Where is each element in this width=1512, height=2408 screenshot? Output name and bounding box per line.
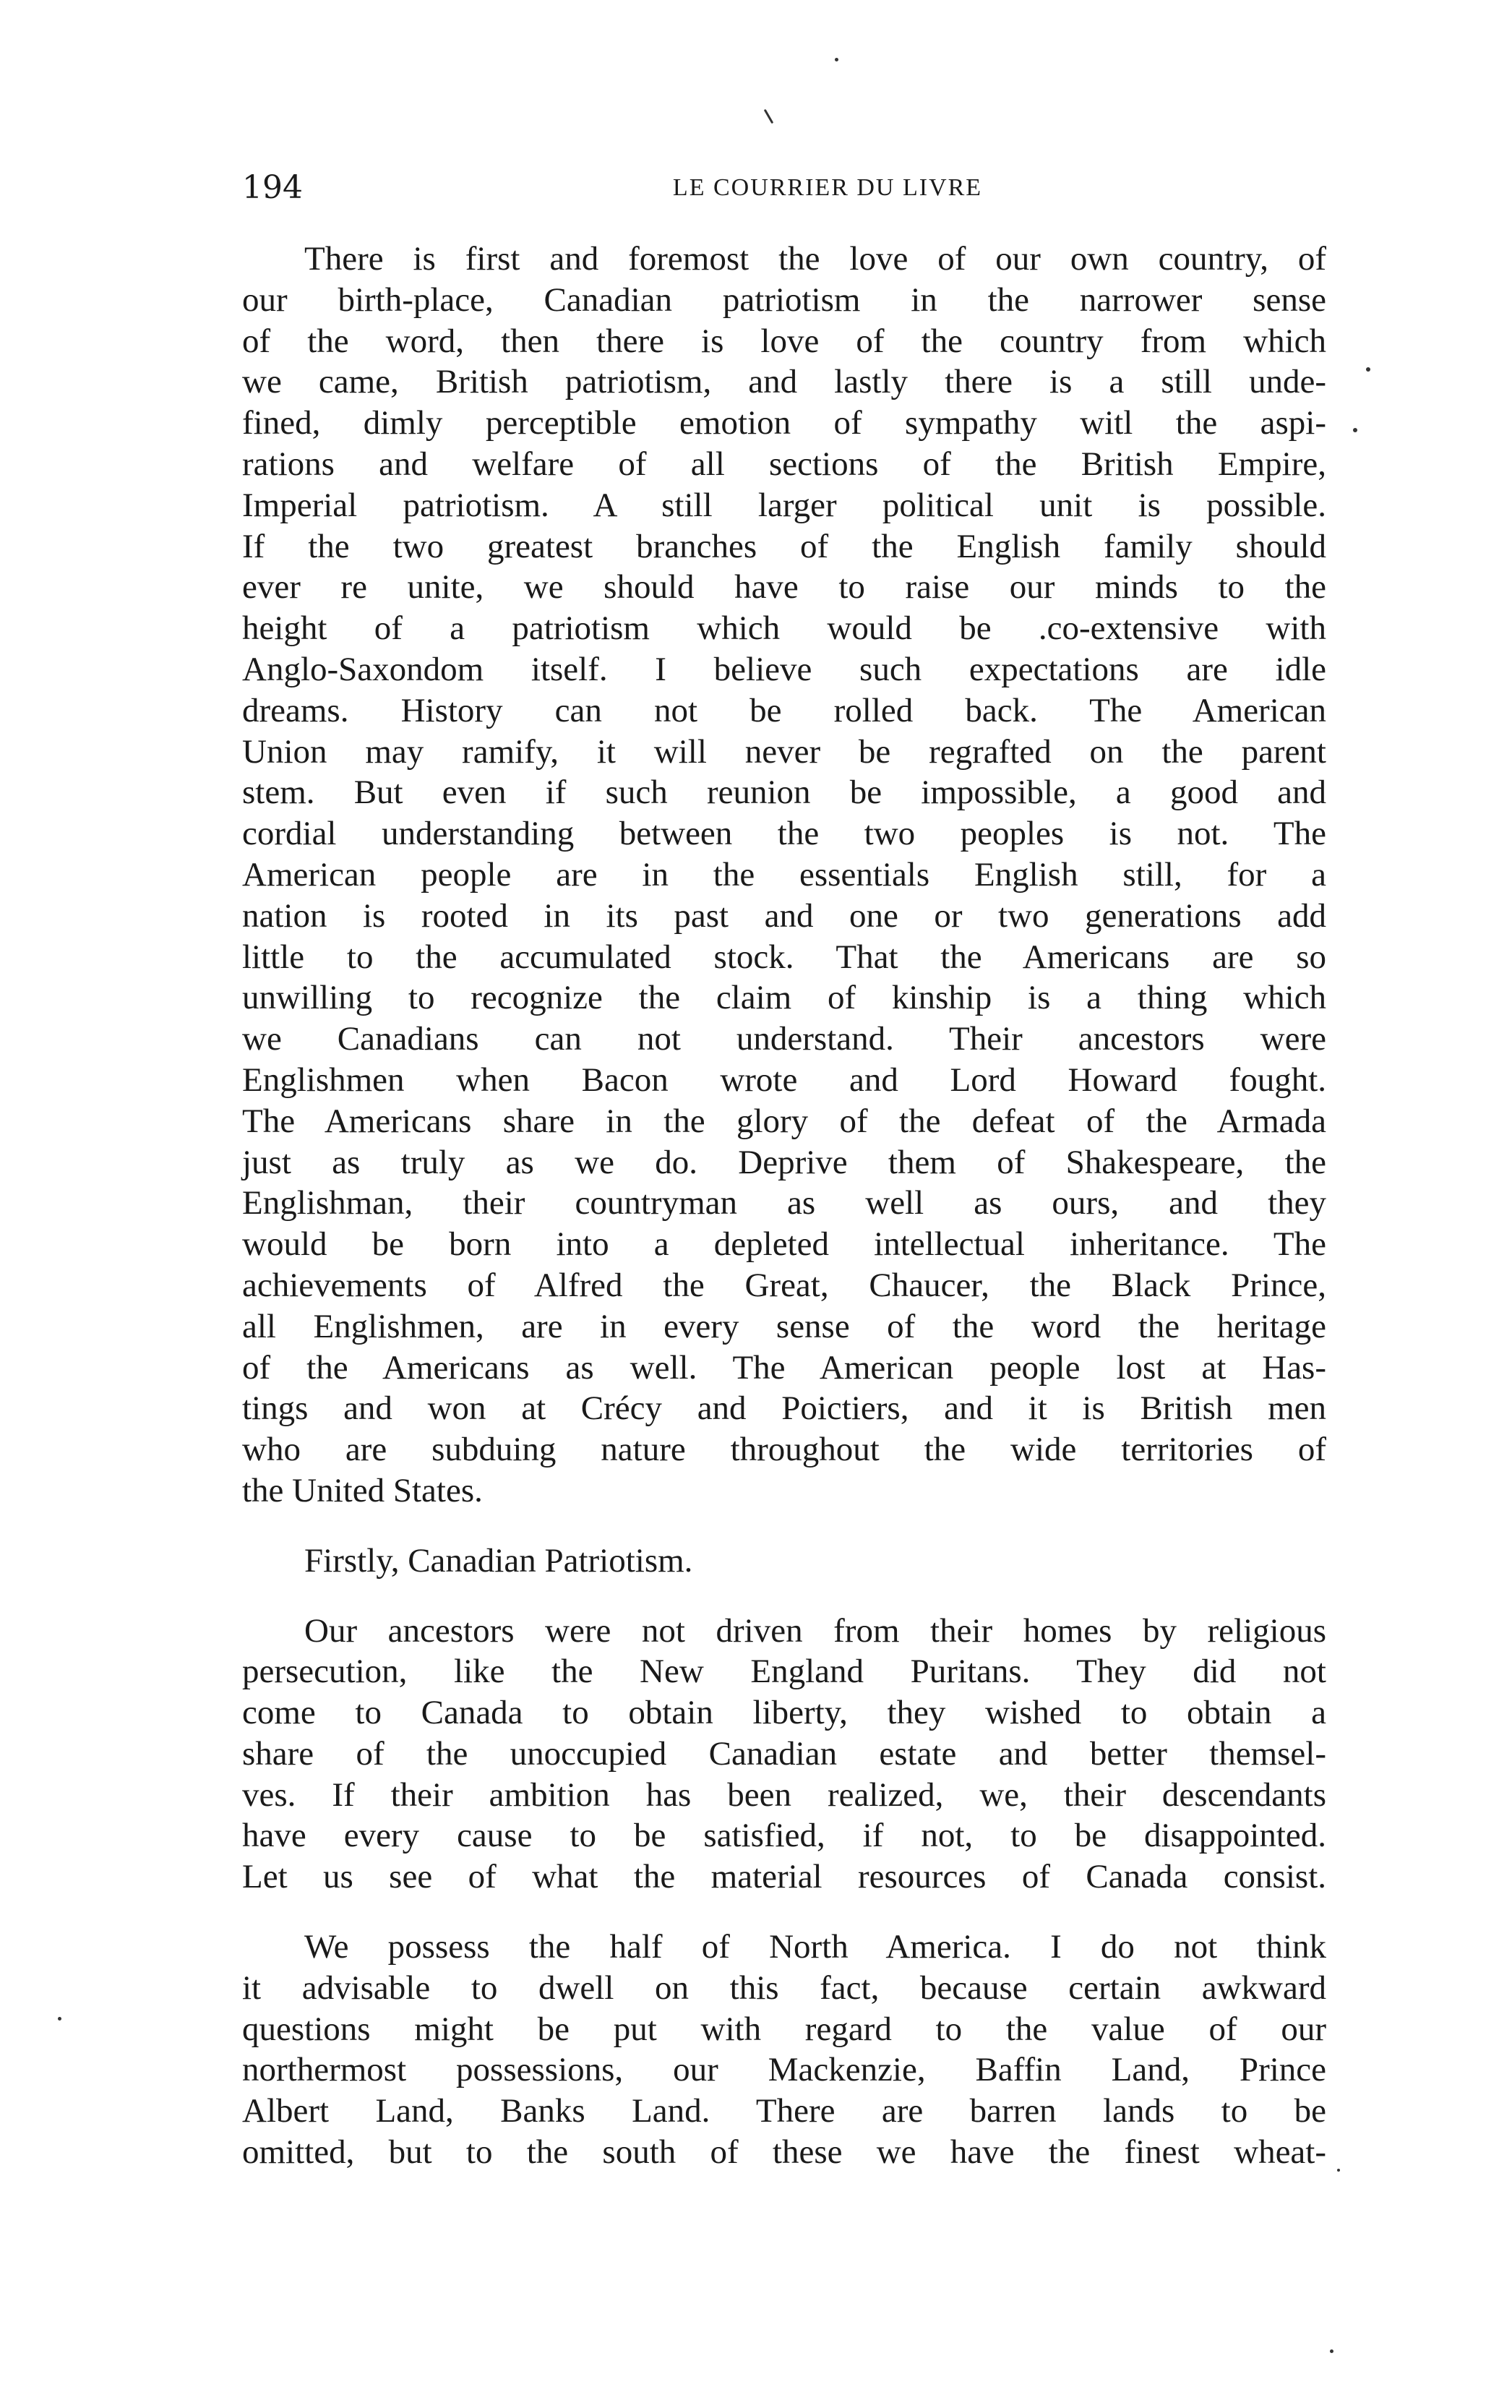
text-line: persecution, like the New England Puritans. They did not <box>242 1653 1326 1691</box>
text-line: it advisable to dwell on this fact, because certain awkward <box>242 1968 1326 2007</box>
ink-speck <box>1353 428 1357 432</box>
text-line: the United States. <box>242 1471 483 1509</box>
text-line: of the Americans as well. The American people lost at Has- <box>242 1348 1326 1387</box>
text-line: The Americans share in the glory of the defeat of the Armada <box>242 1102 1326 1140</box>
text-line: If the two greatest branches of the English family should <box>242 527 1326 565</box>
text-line: There is first and foremost the love of our own country, of <box>304 240 1326 278</box>
text-line: have every cause to be satisfied, if not, to be disappointed. <box>242 1817 1326 1855</box>
text-line: Firstly, Canadian Patriotism. <box>304 1541 693 1580</box>
text-line: Our ancestors were not driven from their homes by religious <box>304 1611 1326 1650</box>
body-text <box>242 239 1326 2173</box>
text-line: who are subduing nature throughout the wide territories of <box>242 1431 1326 1469</box>
paragraph <box>242 239 1326 1512</box>
text-line: Englishmen when Bacon wrote and Lord Howard fought. <box>242 1061 1326 1099</box>
ink-speck <box>1366 367 1370 372</box>
text-line: would be born into a depleted intellectual inheritance. The <box>242 1225 1326 1264</box>
text-line: Imperial patriotism. A still larger political unit is possible. <box>242 486 1326 524</box>
ink-speck <box>835 58 838 61</box>
text-line: Anglo-Saxondom itself. I believe such expectations are idle <box>242 650 1326 688</box>
text-line: unwilling to recognize the claim of kinship is a thing which <box>242 979 1326 1017</box>
text-line: come to Canada to obtain liberty, they wished to obtain a <box>242 1694 1326 1732</box>
text-line: dreams. History can not be rolled back. The American <box>242 691 1326 729</box>
text-line: questions might be put with regard to the value of our <box>242 2010 1326 2048</box>
text-line: rations and welfare of all sections of the British Empire, <box>242 445 1326 483</box>
text-line: ves. If their ambition has been realized, we, their descendants <box>242 1775 1326 1814</box>
text-line: Englishman, their countryman as well as ours, and they <box>242 1184 1326 1222</box>
text-line: tings and won at Crécy and Poictiers, and it is British men <box>242 1389 1326 1428</box>
text-line: we Canadians can not understand. Their ancestors were <box>242 1020 1326 1058</box>
text-line: of the word, then there is love of the country from which <box>242 322 1326 360</box>
page-number: 194 <box>242 169 303 206</box>
text-line: We possess the half of North America. I do not think <box>304 1928 1326 1966</box>
text-line: northermost possessions, our Mackenzie, Baffin Land, Prince <box>242 2051 1326 2089</box>
text-line: cordial understanding between the two peoples is not. The <box>242 815 1326 853</box>
ink-speck <box>1330 2349 1333 2353</box>
text-line: all Englishmen, are in every sense of the word the heritage <box>242 1307 1326 1345</box>
text-line: height of a patriotism which would be .co-extensive with <box>242 609 1326 648</box>
text-line: fined, dimly perceptible emotion of sympathy witl the aspi- <box>242 404 1326 442</box>
text-line: just as truly as we do. Deprive them of Shakespeare, the <box>242 1143 1326 1181</box>
text-line: nation is rooted in its past and one or two generations add <box>242 896 1326 935</box>
text-line: Union may ramify, it will never be regrafted on the parent <box>242 732 1326 771</box>
paragraph <box>242 1927 1326 2173</box>
paragraph <box>242 1611 1326 1898</box>
text-line: ever re unite, we should have to raise our minds to the <box>242 568 1326 607</box>
section-heading <box>242 1541 1326 1582</box>
text-line: little to the accumulated stock. That the Americans are so <box>242 938 1326 976</box>
text-line: we came, British patriotism, and lastly there is a still unde- <box>242 363 1326 401</box>
ink-speck <box>764 109 774 124</box>
text-line: omitted, but to the south of these we have the finest wheat- <box>242 2133 1326 2172</box>
text-line: achievements of Alfred the Great, Chaucer, the Black Prince, <box>242 1266 1326 1304</box>
text-line: share of the unoccupied Canadian estate and better themsel- <box>242 1734 1326 1773</box>
text-line: stem. But even if such reunion be impossible, a good and <box>242 774 1326 812</box>
text-line: Albert Land, Banks Land. There are barren lands to be <box>242 2092 1326 2130</box>
text-line: Let us see of what the material resources of Canada consist. <box>242 1858 1326 1896</box>
running-head: LE COURRIER DU LIVRE <box>672 174 983 201</box>
text-line: American people are in the essentials English still, for a <box>242 855 1326 894</box>
ink-speck <box>1337 2169 1340 2172</box>
page-header <box>242 166 1326 210</box>
ink-speck <box>58 2017 61 2021</box>
text-line: our birth-place, Canadian patriotism in the narrower sense <box>242 280 1326 319</box>
